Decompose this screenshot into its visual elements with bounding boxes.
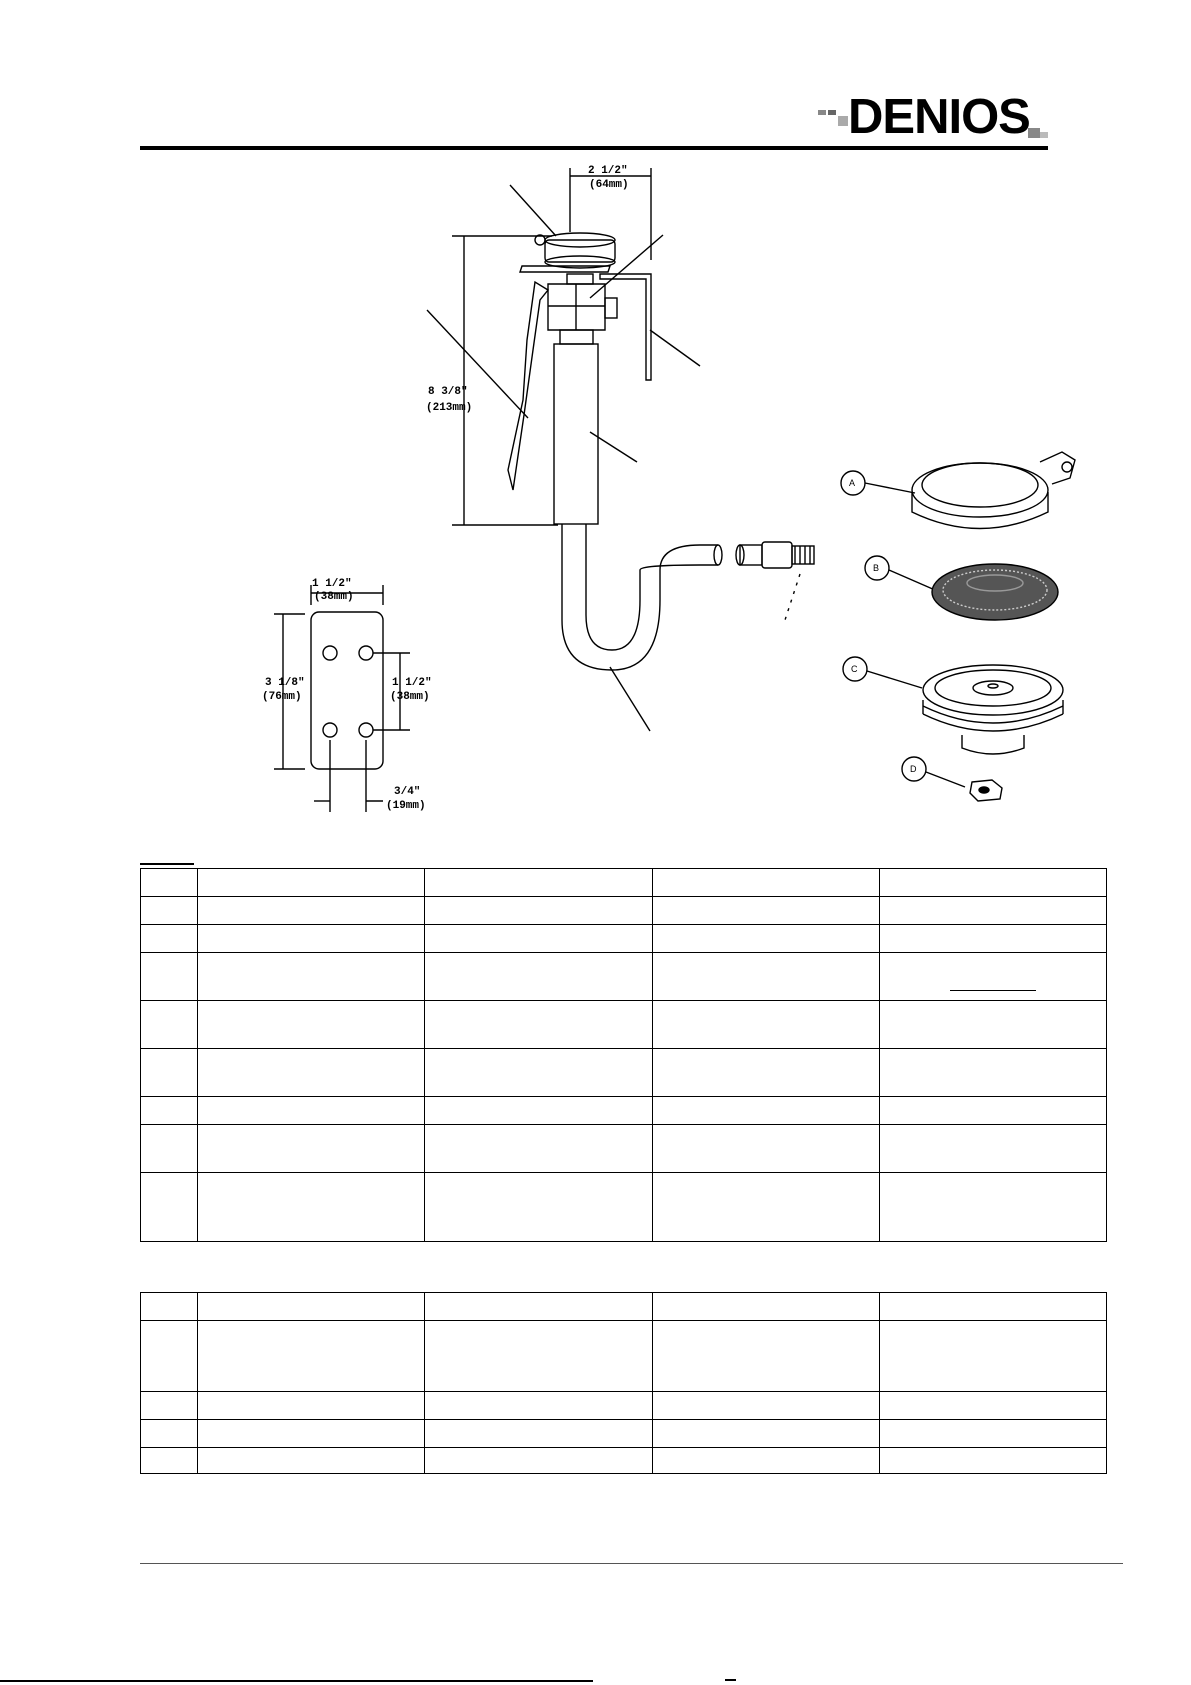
part-b-label: B — [873, 563, 880, 573]
dim-hole-spacing-mm: (38mm) — [390, 691, 430, 703]
table-row — [141, 1448, 1107, 1474]
table-row — [141, 1049, 1107, 1097]
table-row — [141, 1125, 1107, 1173]
dim-bracket-width: 1 1/2" — [312, 578, 352, 590]
hose-outer — [586, 524, 718, 650]
table-row — [141, 953, 1107, 1001]
top-width-dimension — [570, 165, 651, 260]
part-d-label: D — [910, 764, 917, 774]
table-row — [141, 1420, 1107, 1448]
dim-bracket-height: 3 1/8" — [265, 677, 305, 689]
part-c-label: C — [851, 664, 858, 674]
table-row — [141, 925, 1107, 953]
dim-hole-spacing: 1 1/2" — [392, 677, 432, 689]
logo-text: DENIOS — [848, 90, 1030, 144]
cell-underline — [950, 990, 1036, 991]
dim-bracket-height-mm: (76mm) — [262, 691, 302, 703]
dim-hole-offset-mm: (19mm) — [386, 800, 426, 812]
table-row — [141, 1321, 1107, 1392]
dim-width-top: 2 1/2" — [588, 165, 628, 177]
parts-table-1 — [140, 868, 1107, 1242]
table-row — [141, 1173, 1107, 1242]
bottom-rule — [0, 1680, 593, 1682]
lever-handle — [508, 282, 548, 490]
table-row — [141, 1293, 1107, 1321]
bottom-mark — [725, 1679, 736, 1681]
table-row — [141, 869, 1107, 897]
part-a-label: A — [849, 478, 856, 488]
part-a-cap — [841, 452, 1075, 529]
table-row — [141, 897, 1107, 925]
table-row — [141, 1001, 1107, 1049]
part-b-filter — [865, 556, 1058, 620]
dim-hole-offset: 3/4" — [394, 786, 421, 798]
table1-heading-rule — [140, 863, 194, 865]
part-c-base — [843, 657, 1063, 754]
dim-height-mm: (213mm) — [426, 402, 473, 414]
table-row — [141, 1392, 1107, 1420]
footer-rule — [140, 1563, 1123, 1564]
table-row — [141, 1097, 1107, 1125]
dim-width-top-mm: (64mm) — [589, 179, 629, 191]
technical-drawing — [0, 0, 1191, 840]
parts-table-2 — [140, 1292, 1107, 1474]
dim-bracket-width-mm: (38mm) — [314, 591, 354, 603]
bracket-side — [600, 274, 651, 380]
dim-height: 8 3/8" — [428, 386, 468, 398]
part-d-nut — [902, 757, 1002, 801]
body-tube — [554, 344, 598, 524]
